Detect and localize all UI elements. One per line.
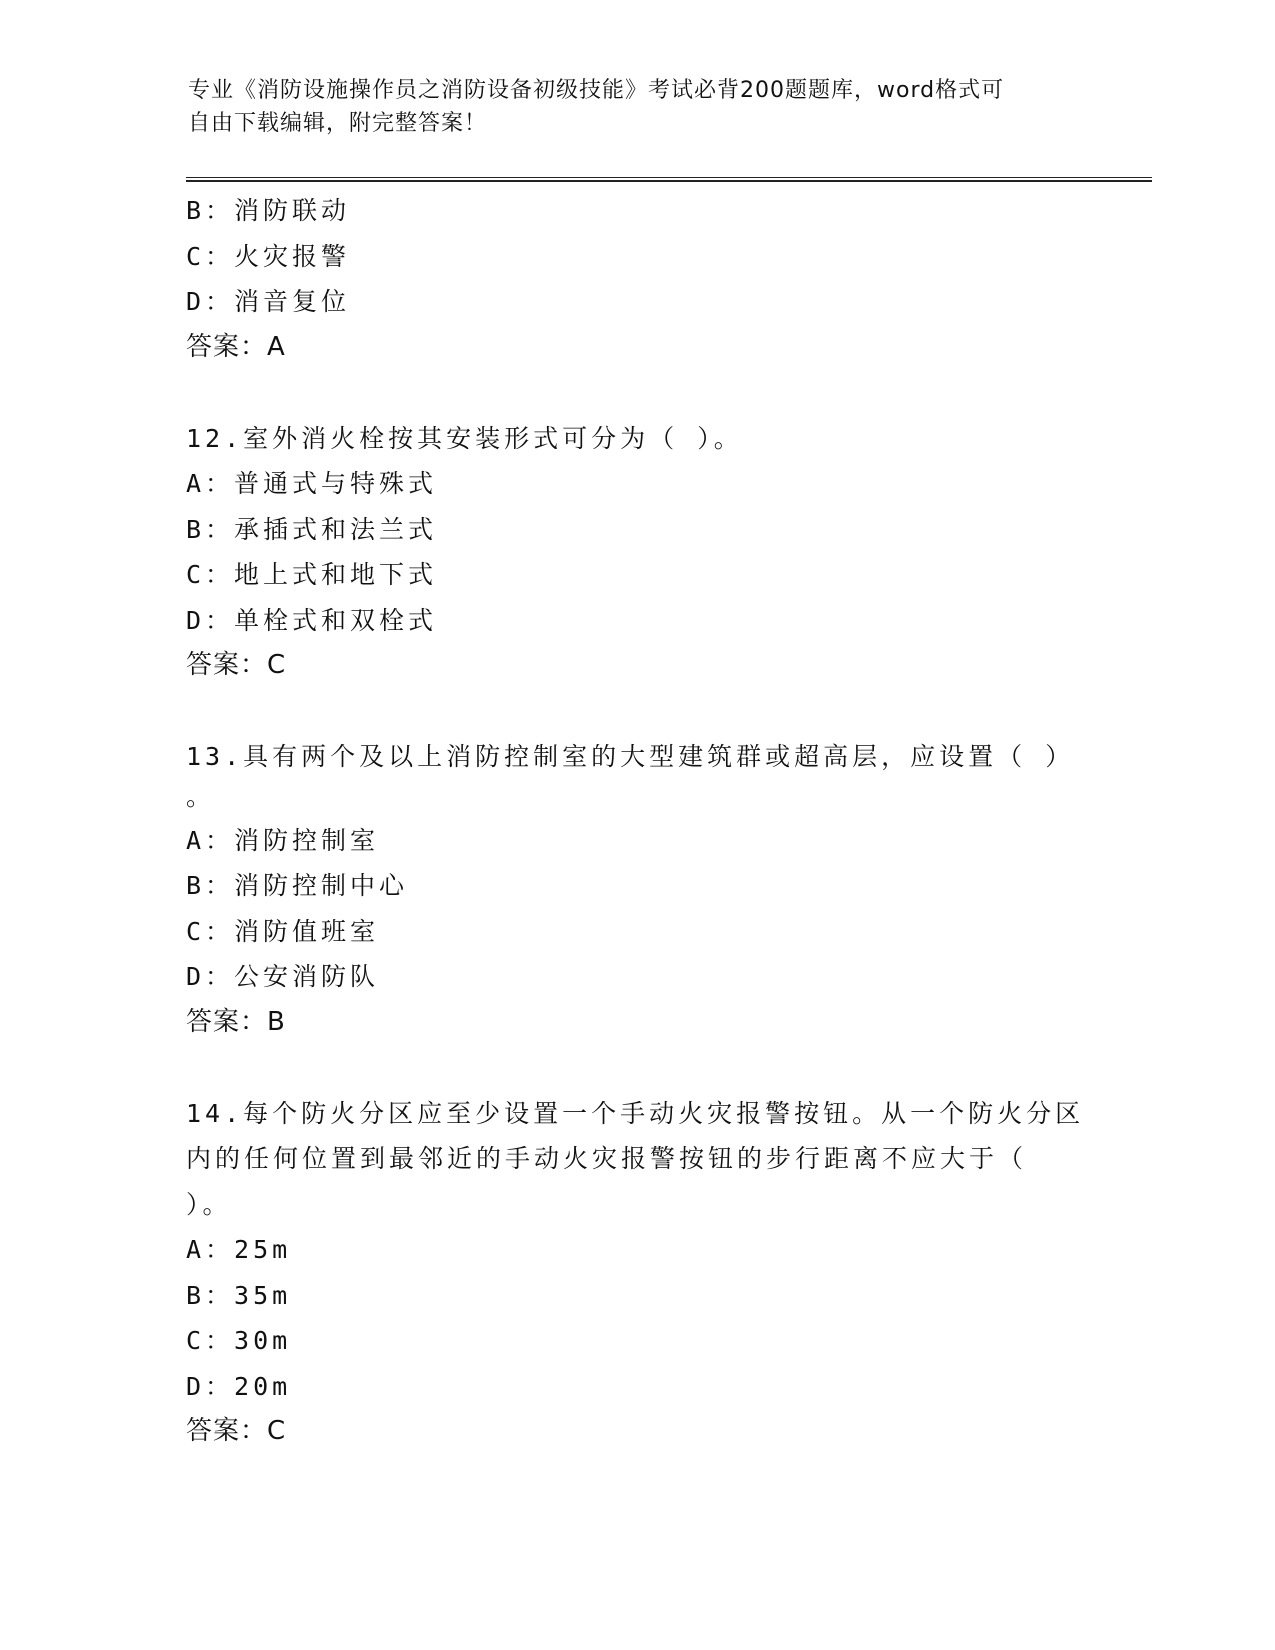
question-text-line-3: ）。 xyxy=(186,1189,232,1219)
option-d: D：消音复位 xyxy=(186,287,351,316)
question-text-tail: 。 xyxy=(186,781,216,811)
option-c: C：30m xyxy=(186,1326,292,1355)
option-b: B：消防控制中心 xyxy=(186,871,409,900)
spacer xyxy=(186,370,1086,416)
option-d: D：单栓式和双栓式 xyxy=(186,605,438,635)
question-list xyxy=(186,188,1086,1455)
option-d: D：20m xyxy=(186,1371,292,1401)
option-d: D：公安消防队 xyxy=(186,962,380,991)
question-text-line-2: 内的任何位置到最邻近的手动火灾报警按钮的步行距离不应大于（ xyxy=(186,1144,1028,1173)
question-13-block xyxy=(186,734,1086,1045)
question-12-block xyxy=(186,416,1086,689)
question-text: 13.具有两个及以上消防控制室的大型建筑群或超高层，应设置（ ） xyxy=(186,742,1075,771)
option-a: A：普通式与特殊式 xyxy=(186,469,438,498)
option-b: B：承插式和法兰式 xyxy=(186,514,438,544)
answer-text: 答案：B xyxy=(186,1006,286,1037)
question-11-block xyxy=(186,188,1086,370)
spacer xyxy=(186,689,1086,735)
header-divider xyxy=(186,177,1152,182)
option-c: C：消防值班室 xyxy=(186,916,380,946)
document-header: 专业《消防设施操作员之消防设备初级技能》考试必背200题题库，word格式可 自由下载编辑，附完整答案！ xyxy=(188,78,1005,136)
question-text-line-1: 14.每个防火分区应至少设置一个手动火灾报警按钮。从一个防火分区 xyxy=(186,1098,1085,1128)
spacer xyxy=(186,1045,1086,1091)
option-a: A：25m xyxy=(186,1235,292,1264)
question-text: 12.室外消火栓按其安装形式可分为（ ）。 xyxy=(186,423,743,453)
answer-text: 答案：C xyxy=(186,1416,287,1446)
question-14-block xyxy=(186,1091,1086,1455)
option-c: C：火灾报警 xyxy=(186,241,351,271)
option-b: B：消防联动 xyxy=(186,196,351,225)
answer-text: 答案：C xyxy=(186,650,287,680)
option-b: B：35m xyxy=(186,1280,292,1310)
option-c: C：地上式和地下式 xyxy=(186,560,438,589)
option-a: A：消防控制室 xyxy=(186,825,380,855)
answer-text: 答案：A xyxy=(186,331,286,362)
